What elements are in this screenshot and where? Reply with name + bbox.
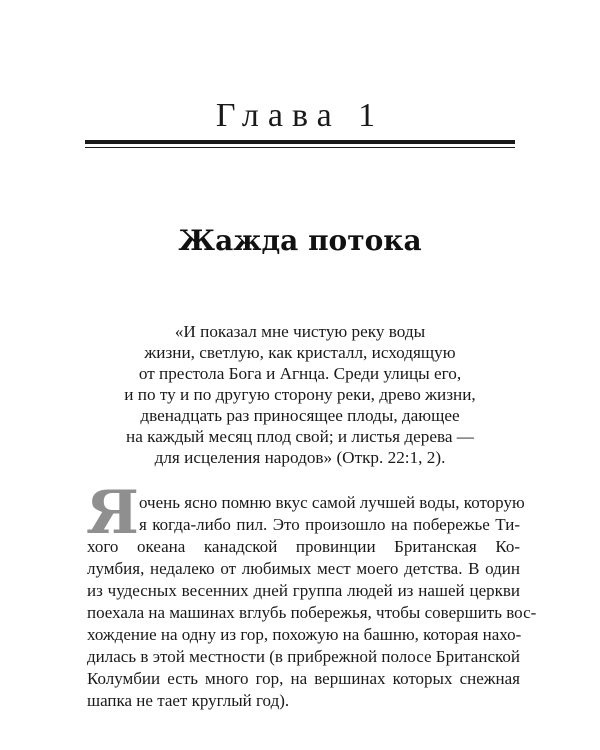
epigraph-line: двенадцать раз приносящее плоды, дающее [140, 406, 460, 425]
epigraph [100, 321, 500, 468]
heading-rule-thick [85, 140, 515, 144]
body-line: поехала на машинах вглубь побережья, чтобы совершить вос- [87, 603, 537, 622]
body-paragraph [87, 492, 537, 712]
epigraph-line: для исцеления народов» (Откр. 22:1, 2). [154, 448, 446, 467]
drop-cap: Я [86, 478, 139, 548]
body-line: шапка не тает круглый год). [87, 691, 290, 710]
body-line: хождение на одну из гор, похожую на башню, которая нахо- [87, 625, 522, 644]
body-line: лумбия, недалеко от любимых мест моего детства. В один [87, 559, 520, 578]
body-line: я когда-либо пил. Это произошло на побережье Ти- [139, 515, 520, 534]
epigraph-line: от престола Бога и Агнца. Среди улицы его, [138, 364, 462, 383]
chapter-heading: Глава 1 [215, 97, 385, 134]
epigraph-line: и по ту и по другую сторону реки, древо жизни, [124, 385, 476, 404]
heading-rule-thin [85, 147, 515, 148]
epigraph-line: жизни, светлую, как кристалл, исходящую [144, 343, 456, 362]
body-line: хого океана канадской провинции Британская Ко- [87, 537, 520, 556]
body-line: дилась в этой местности (в прибрежной полосе Британской [87, 647, 520, 666]
epigraph-line: на каждый месяц плод свой; и листья дерева — [126, 427, 474, 446]
body-line: из чудесных весенних дней группа людей из нашей церкви [87, 581, 520, 600]
epigraph-line: «И показал мне чистую реку воды [174, 322, 426, 341]
body-line: очень ясно помню вкус самой лучшей воды, которую [139, 493, 525, 512]
chapter-title: Жажда потока [178, 224, 422, 257]
body-line: Колумбии есть много гор, на вершинах которых снежная [87, 669, 520, 688]
